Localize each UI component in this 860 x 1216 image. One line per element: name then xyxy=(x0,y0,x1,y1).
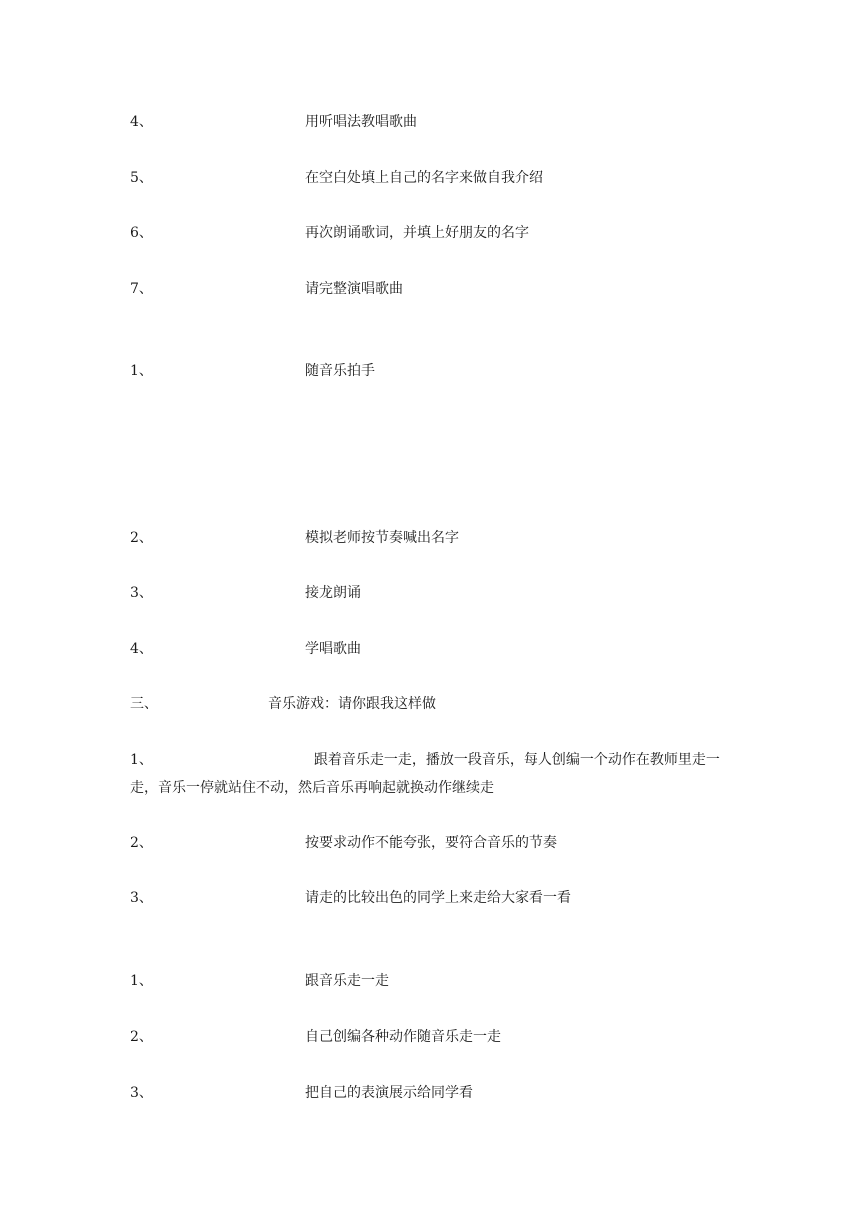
item-text: 请完整演唱歌曲 xyxy=(305,281,403,297)
item-number: 1、 xyxy=(130,752,153,768)
item-number: 1、 xyxy=(130,973,153,989)
item-text: 用听唱法教唱歌曲 xyxy=(305,114,417,130)
list-item xyxy=(0,360,860,382)
item-text: 接龙朗诵 xyxy=(305,585,361,601)
list-item xyxy=(0,222,860,244)
section-heading xyxy=(0,693,860,715)
item-text: 按要求动作不能夸张，要符合音乐的节奏 xyxy=(305,835,557,851)
item-number: 6、 xyxy=(130,225,153,241)
item-text: 跟着音乐走一走，播放一段音乐，每人创编一个动作在教师里走一走，音乐一停就站住不动，然后音乐再响起就换动作继续走 xyxy=(130,752,720,796)
item-number: 7、 xyxy=(130,281,153,297)
item-text: 把自己的表演展示给同学看 xyxy=(305,1085,473,1101)
item-number: 3、 xyxy=(130,1085,153,1101)
list-item xyxy=(0,832,860,854)
item-number: 2、 xyxy=(130,835,153,851)
list-item xyxy=(0,638,860,660)
list-item xyxy=(0,167,860,189)
item-number: 1、 xyxy=(130,363,153,379)
item-number: 4、 xyxy=(130,641,153,657)
list-item xyxy=(0,111,860,133)
item-text: 在空白处填上自己的名字来做自我介绍 xyxy=(305,170,543,186)
list-item xyxy=(0,970,860,992)
item-number: 4、 xyxy=(130,114,153,130)
item-text: 跟音乐走一走 xyxy=(305,973,389,989)
item-text: 自己创编各种动作随音乐走一走 xyxy=(305,1029,501,1045)
section-number: 三、 xyxy=(130,696,158,712)
item-number: 3、 xyxy=(130,890,153,906)
item-number: 2、 xyxy=(130,1029,153,1045)
list-item xyxy=(0,278,860,300)
game-paragraph xyxy=(130,746,740,802)
item-text: 再次朗诵歌词，并填上好朋友的名字 xyxy=(305,225,529,241)
item-text: 模拟老师按节奏喊出名字 xyxy=(305,530,459,546)
item-text: 学唱歌曲 xyxy=(305,641,361,657)
list-item xyxy=(0,527,860,549)
item-number: 2、 xyxy=(130,530,153,546)
list-item xyxy=(0,1026,860,1048)
section-title: 音乐游戏：请你跟我这样做 xyxy=(268,696,436,712)
item-number: 3、 xyxy=(130,585,153,601)
list-item xyxy=(0,582,860,604)
item-text: 随音乐拍手 xyxy=(305,363,375,379)
list-item xyxy=(0,1082,860,1104)
item-text: 请走的比较出色的同学上来走给大家看一看 xyxy=(305,890,571,906)
list-item xyxy=(0,887,860,909)
item-number: 5、 xyxy=(130,170,153,186)
